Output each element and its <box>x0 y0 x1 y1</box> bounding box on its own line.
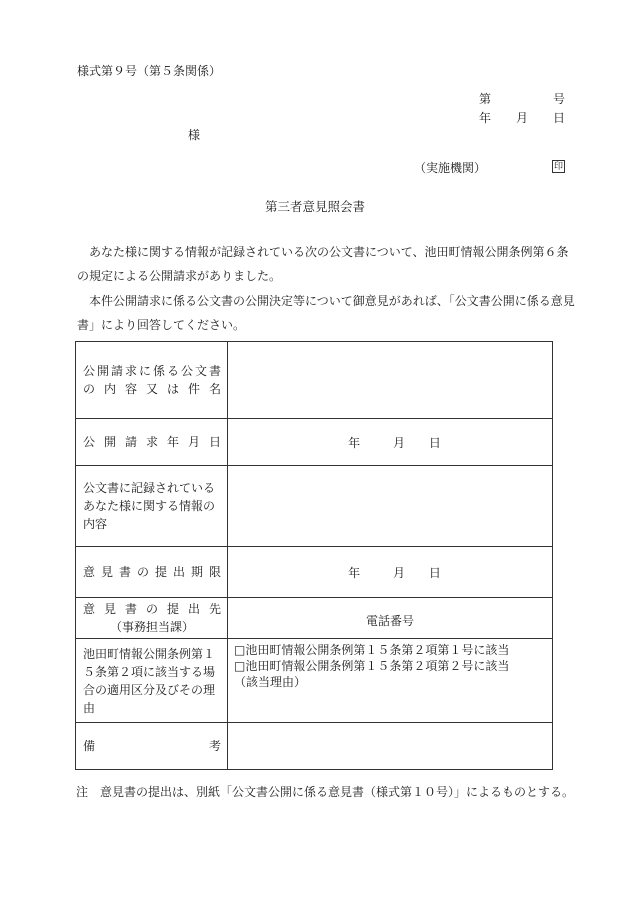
seal-mark <box>552 160 565 173</box>
addressee-suffix: 様 <box>188 128 201 142</box>
label-remarks <box>76 723 228 770</box>
label-deadline-text: 意見書の提出期限 <box>83 565 221 579</box>
label-submit-to <box>76 598 228 639</box>
date-year-label: 年 <box>479 111 492 125</box>
request-date-month: 月 <box>392 435 405 450</box>
label-info-content-text: 公文書に記録されているあなた様に関する情報の内容 <box>83 481 216 531</box>
deadline-month: 月 <box>392 565 405 580</box>
table-row-remarks <box>76 723 553 770</box>
table-row-request-date <box>76 419 553 466</box>
label-submit-to-line2: （事務担当課） <box>109 620 194 634</box>
label-info-content <box>76 466 228 547</box>
agency-label: （実施機関） <box>414 161 487 175</box>
date-month-label: 月 <box>516 111 529 125</box>
footer-note <box>76 780 576 804</box>
table-row-submit-to <box>76 598 553 639</box>
seal-text: 印 <box>553 162 563 172</box>
label-submit-to-line1: 意見書の提出先 <box>83 602 221 616</box>
value-remarks[interactable] <box>228 723 553 770</box>
category-reason-label: （該当理由） <box>234 675 307 689</box>
category-option-1[interactable]: □池田町情報公開条例第１５条第２項第１号に該当 <box>234 643 510 657</box>
body-paragraph-2: 本件公開請求に係る公文書の公開決定等について御意見があれば、「公文書公開に係る意見書」により回答してください。 <box>77 294 575 332</box>
note-text: 意見書の提出は、別紙「公文書公開に係る意見書（様式第１０号）」によるものとする。 <box>100 785 575 799</box>
body-paragraph-1: あなた様に関する情報が記録されている次の公文書について、池田町情報公開条例第６条の規定による公開請求がありました。 <box>77 245 569 283</box>
table-row-info-content <box>76 466 553 547</box>
document-title: 第三者意見照会書 <box>264 199 365 214</box>
table-row-document <box>76 342 553 419</box>
value-document-name[interactable] <box>228 342 553 419</box>
date-day-label: 日 <box>553 111 566 125</box>
label-request-date <box>76 419 228 466</box>
category-option-2[interactable]: □池田町情報公開条例第１５条第２項第２号に該当 <box>234 659 510 673</box>
phone-number-label: 電話番号 <box>365 614 414 628</box>
label-request-date-text: 公開請求年月日 <box>83 435 221 449</box>
value-deadline[interactable] <box>228 547 553 598</box>
form-number: 様式第９号（第５条関係） <box>77 64 222 78</box>
label-applicable-category-text: 池田町情報公開条例第１５条第２項に該当する場合の適用区分及びその理由 <box>83 646 216 715</box>
request-date-day: 日 <box>428 435 441 450</box>
value-applicable-category <box>228 639 553 723</box>
table-row-deadline <box>76 547 553 598</box>
deadline-day: 日 <box>428 565 441 580</box>
table-row-applicable-category <box>76 639 553 723</box>
value-submit-to[interactable] <box>228 598 553 639</box>
value-request-date[interactable] <box>228 419 553 466</box>
number-suffix: 号 <box>553 92 566 106</box>
label-applicable-category <box>76 639 228 723</box>
value-info-content[interactable] <box>228 466 553 547</box>
label-deadline <box>76 547 228 598</box>
label-document-name-line2: の内容又は件名 <box>83 382 221 396</box>
note-prefix: 注 <box>76 785 89 799</box>
label-document-name-line1: 公開請求に係る公文書 <box>83 364 221 378</box>
label-remarks-left: 備 <box>83 739 96 753</box>
request-date-year: 年 <box>348 435 361 450</box>
deadline-year: 年 <box>348 565 361 580</box>
label-remarks-right: 考 <box>208 739 221 753</box>
number-prefix: 第 <box>479 92 492 106</box>
label-document-name <box>76 342 228 419</box>
inquiry-table <box>75 341 553 770</box>
